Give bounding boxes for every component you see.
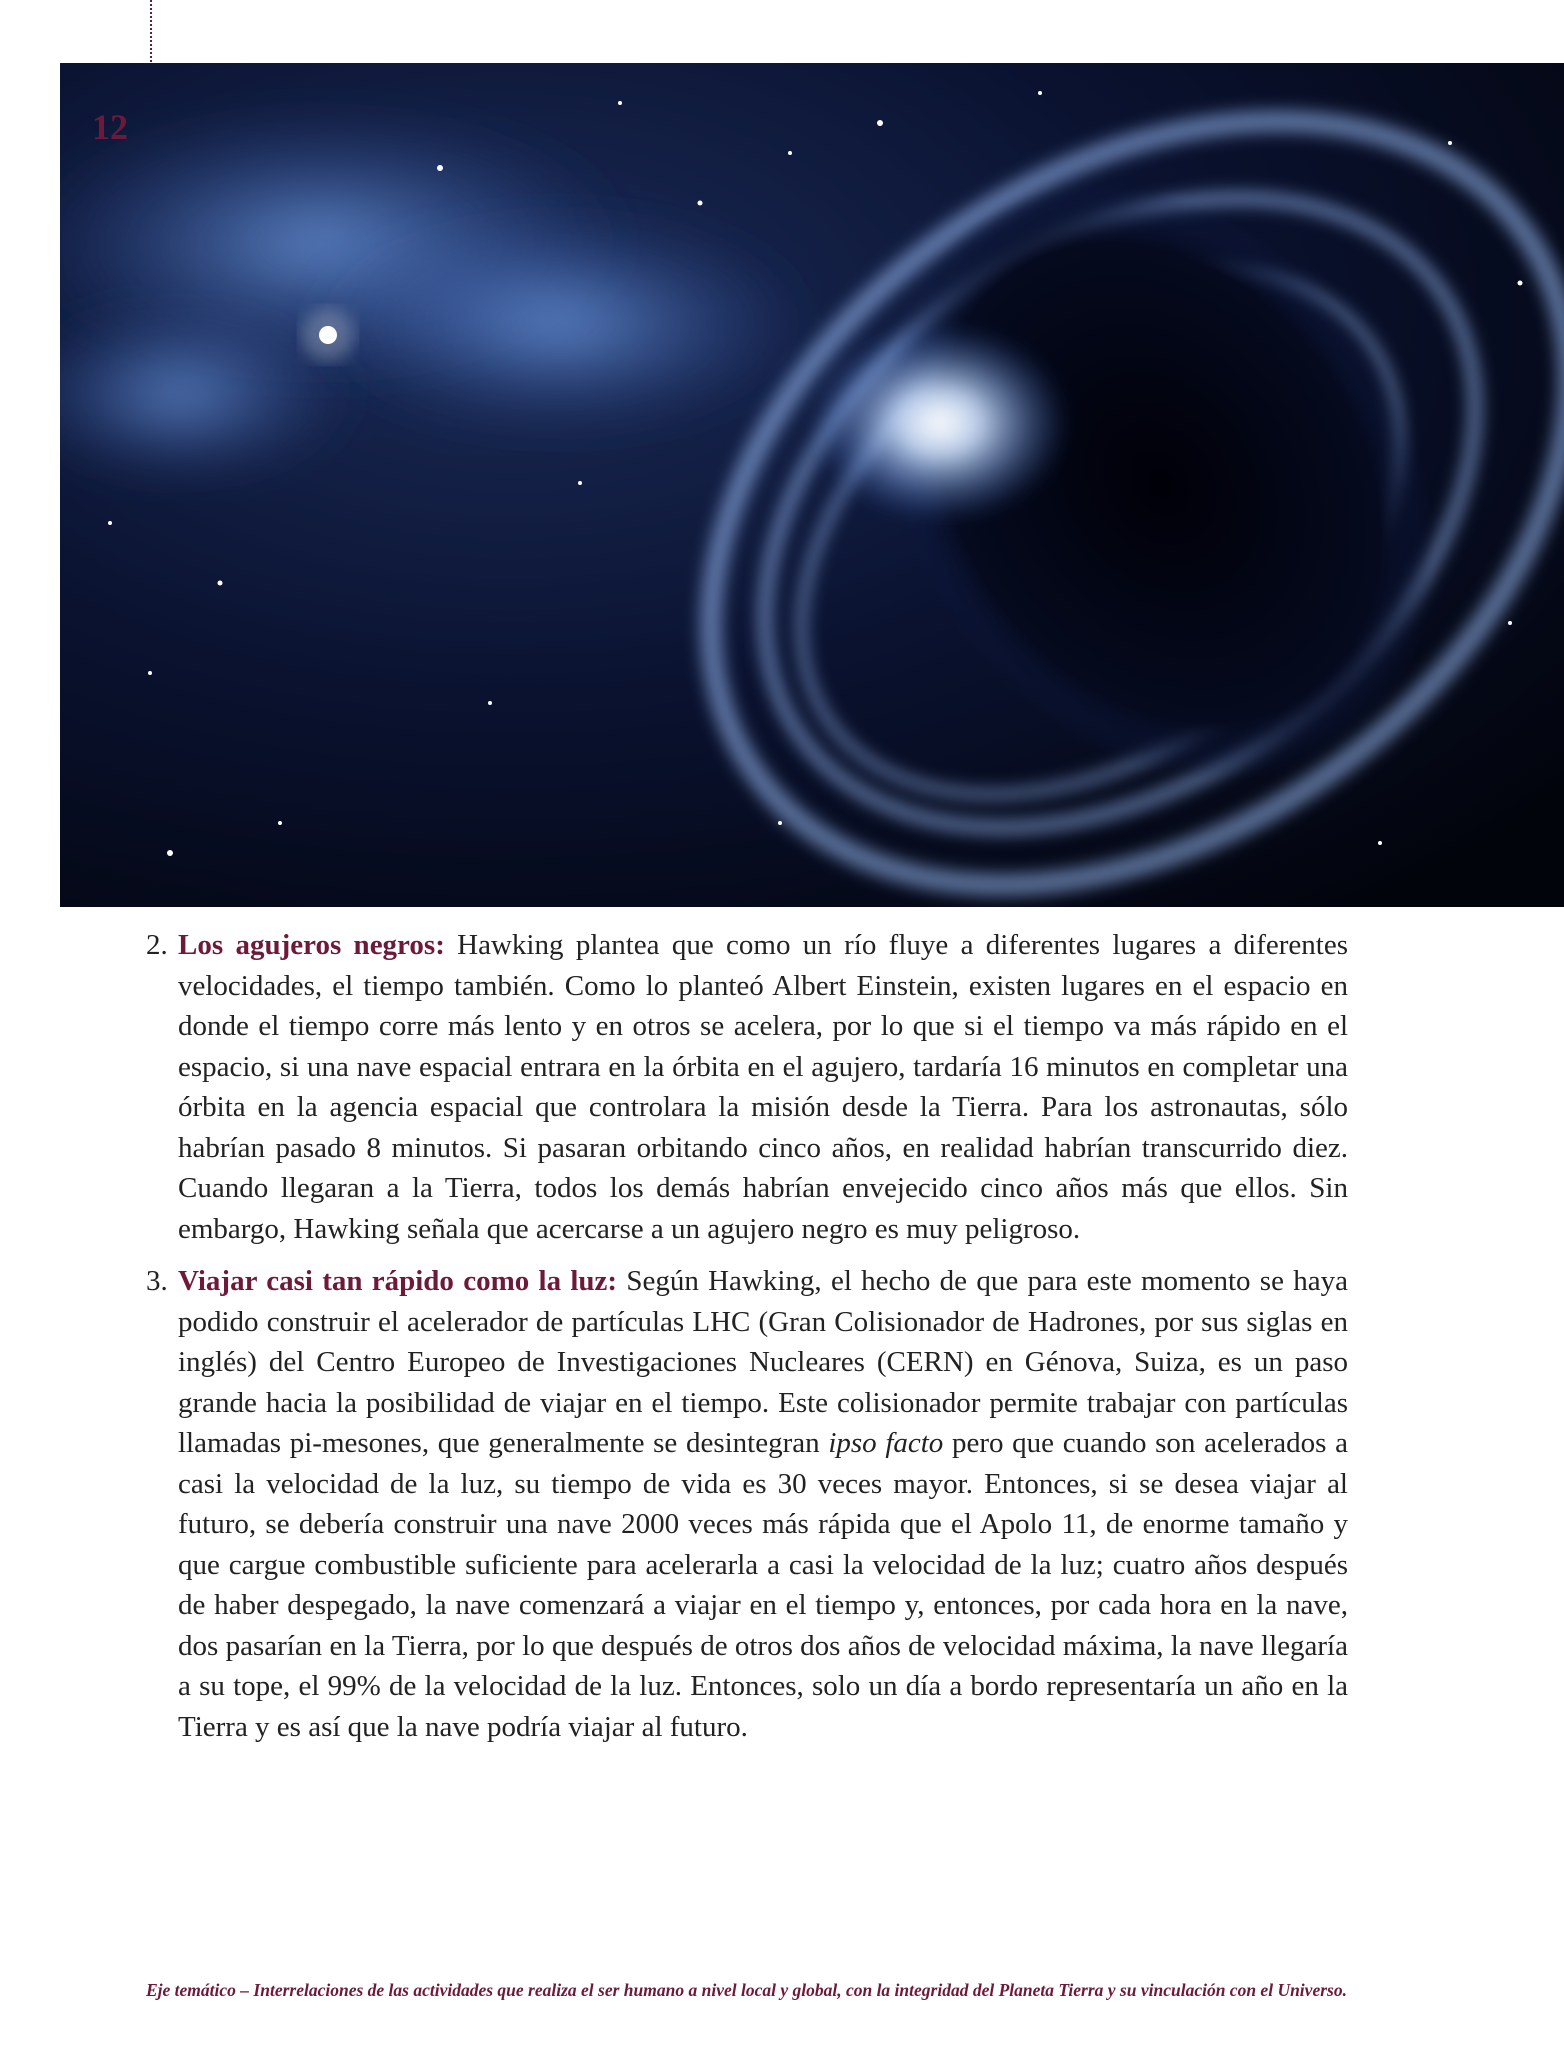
list-item-heading: Los agujeros negros: [178,929,445,961]
article-body [146,925,1348,1759]
list-item-number: 2. [146,929,168,961]
page-footer: Eje temático – Interrelaciones de las actividades que realiza el ser humano a nivel local y global, con la integridad del Planeta Tierra y su vinculación con el Universo. [146,1980,1347,2000]
list-item-text: Hawking plantea que como un río fluye a diferentes lugares a diferentes velocidades, el tiempo también. Como lo planteó Albert Einstein, existen lugares en el espacio en donde el tiempo corre más lento y en otros se acelera, por lo que si el tiempo va más rápido en el espacio, si una nave espacial entrara en la órbita en el agujero, tardaría 16 minutos en completar una órbita en la agencia espacial que controlara la misión desde la Tierra. Para los astronautas, sólo habrían pasado 8 minutos. Si pasaran orbitando cinco años, en realidad habrían transcurrido diez. Cuando llegaran a la Tierra, todos los demás habrían envejecido cinco años más que ellos. Sin embargo, Hawking señala que acercarse a un agujero negro es muy peligroso. [178,929,1348,1245]
list-item-text-continued: pero que cuando son acelerados a casi la velocidad de la luz, su tiempo de vida es 30 veces mayor. Entonces, si se desea viajar al futuro, se debería construir una nave 2000 veces más rápida que el Apolo 11, de enorme tamaño y que cargue combustible suficiente para acelerarla a casi la velocidad de la luz; cuatro años después de haber despegado, la nave comenzará a viajar en el tiempo y, entonces, por cada hora en la nave, dos pasarían en la Tierra, por lo que después de otros dos años de velocidad máxima, la nave llegaría a su tope, el 99% de la velocidad de la luz. Entonces, solo un día a bordo representaría un año en la Tierra y es así que la nave podría viajar al futuro. [178,1427,1348,1743]
list-item [146,1261,1348,1747]
list-item [146,925,1348,1249]
page-number: 12 [92,107,128,147]
list-item-italic-term: ipso facto [828,1427,944,1459]
list-item-heading: Viajar casi tan rápido como la luz: [178,1265,618,1297]
black-hole-galaxy-image [60,63,1564,907]
list-item-number: 3. [146,1265,168,1297]
hero-illustration [60,63,1564,907]
list-item-text: Según Hawking, el hecho de que para este momento se haya podido construir el acelerador de partículas LHC (Gran Colisionador de Hadrones, por sus siglas en inglés) del Centro Europeo de Investigaciones Nucleares (CERN) en Génova, Suiza, es un paso grande hacia la posibilidad de viajar en el tiempo. Este colisionador permite trabajar con partículas llamadas pi-mesones, que generalmente se desintegran [178,1265,1348,1459]
